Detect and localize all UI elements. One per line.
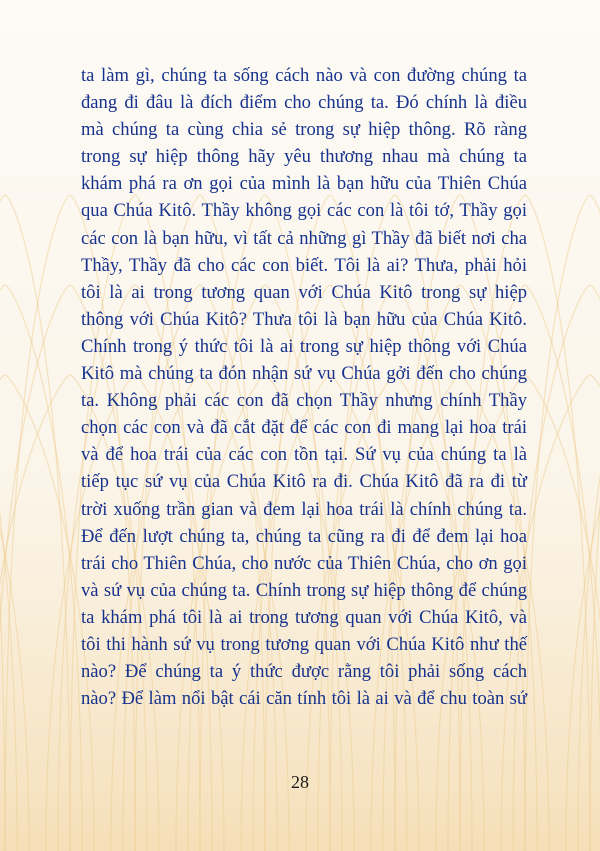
text-line: tiếp tục sứ vụ của Chúa Kitô ra đi. Chúa Kitô đã ra đi từ xyxy=(81,471,527,493)
page-number: 28 xyxy=(291,772,309,792)
text-line: và để hoa trái của các con tồn tại. Sứ vụ của chúng ta là xyxy=(81,444,527,466)
body-text xyxy=(81,62,527,712)
text-line: Chính trong ý thức tôi là ai trong sự hiệp thông với Chúa xyxy=(81,335,527,357)
text-line: trong sự hiệp thông hãy yêu thương nhau mà chúng ta xyxy=(81,146,527,168)
text-line: tôi thi hành sứ vụ trong tương quan với Chúa Kitô như thế xyxy=(81,633,527,655)
text-line: ta khám phá tôi là ai trong tương quan với Chúa Kitô, và xyxy=(81,606,527,628)
text-line: mà chúng ta cùng chia sẻ trong sự hiệp thông. Rõ ràng xyxy=(81,119,527,141)
text-line: nào? Để chúng ta ý thức được rằng tôi phải sống cách xyxy=(81,661,527,683)
text-line: qua Chúa Kitô. Thầy không gọi các con là tôi tớ, Thầy gọi xyxy=(81,200,527,222)
text-line: tôi là ai trong tương quan với Chúa Kitô trong sự hiệp xyxy=(81,281,527,303)
text-line: Kitô mà chúng ta đón nhận sứ vụ Chúa gởi đến cho chúng xyxy=(81,363,527,385)
text-line: Thầy, Thầy đã cho các con biết. Tôi là ai? Thưa, phải hỏi xyxy=(81,254,527,276)
text-line: thông với Chúa Kitô? Thưa tôi là bạn hữu của Chúa Kitô. xyxy=(81,308,527,330)
text-line: chọn các con và đã cắt đặt để các con đi mang lại hoa trái xyxy=(81,417,527,439)
text-line: và sứ vụ của chúng ta. Chính trong sự hiệp thông để chúng xyxy=(81,579,527,601)
text-line: trời xuống trần gian và đem lại hoa trái là chính chúng ta. xyxy=(81,498,527,520)
text-line: khám phá ra ơn gọi của mình là bạn hữu của Thiên Chúa xyxy=(81,173,527,195)
text-line: ta. Không phải các con đã chọn Thầy nhưng chính Thầy xyxy=(81,390,527,412)
text-line: Để đến lượt chúng ta, chúng ta cũng ra đi để đem lại hoa xyxy=(81,525,527,547)
text-line: trái cho Thiên Chúa, cho nước của Thiên Chúa, cho ơn gọi xyxy=(81,552,527,574)
text-line: các con là bạn hữu, vì tất cả những gì Thầy đã biết nơi cha xyxy=(81,227,527,249)
text-line: đang đi đâu là đích điểm cho chúng ta. Đó chính là điều xyxy=(81,92,527,114)
text-line: ta làm gì, chúng ta sống cách nào và con đường chúng ta xyxy=(81,65,527,86)
text-line: nào? Để làm nổi bật cái căn tính tôi là ai và để chu toàn sứ xyxy=(81,688,527,710)
